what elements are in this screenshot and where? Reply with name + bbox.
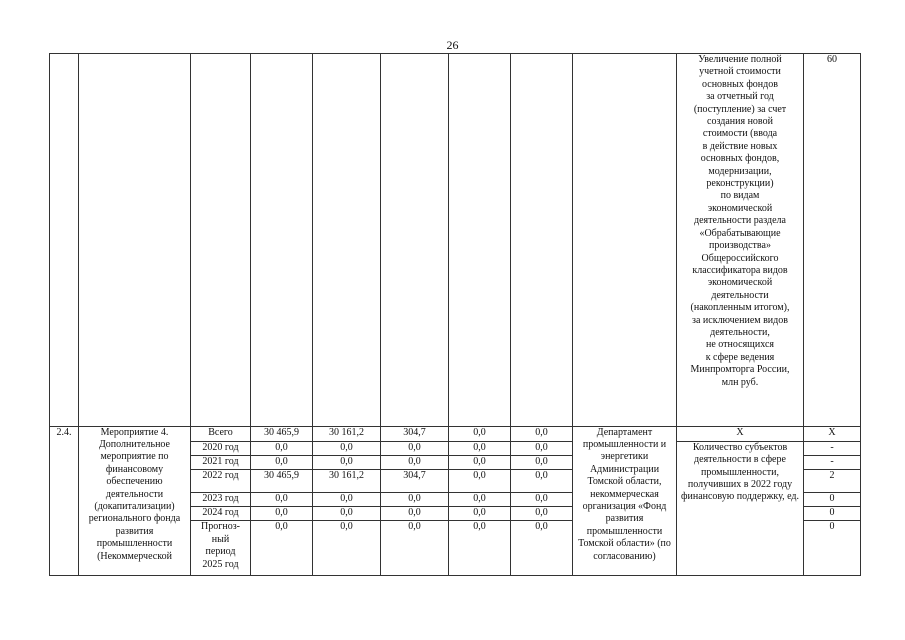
amount-total: 30 465,9 bbox=[251, 469, 313, 492]
indicator-row-value: 2 bbox=[804, 469, 861, 492]
table-row-indicator bbox=[50, 54, 861, 427]
measure-number: 2.4. bbox=[50, 426, 79, 575]
amount-total: 0,0 bbox=[251, 493, 313, 507]
amount-c2: 0,0 bbox=[381, 507, 449, 521]
amount-c3: 0,0 bbox=[449, 441, 511, 455]
program-table bbox=[49, 53, 861, 576]
indicator-description-text: Увеличение полной учетной стоимости основных фондов за отчетный год (поступление) за счет создания новой стоимости (ввода в действие новых основных фондов, модернизации, реконструкции) по видам экономической деятельности раздела «Обрабатывающие производства» Общероссийского классификатора видов экономической деятельности (накопленным итогом), за исключением видов деятельности, не относящихся к сфере ведения Минпромторга России, млн руб. bbox=[690, 54, 790, 388]
amount-c3: 0,0 bbox=[449, 426, 511, 441]
amount-total: 30 465,9 bbox=[251, 426, 313, 441]
amount-c3: 0,0 bbox=[449, 455, 511, 469]
amount-c1: 0,0 bbox=[313, 507, 381, 521]
period-label: 2022 год bbox=[191, 469, 251, 492]
amount-c1: 30 161,2 bbox=[313, 469, 381, 492]
amount-c4: 0,0 bbox=[511, 521, 573, 576]
amount-c4: 0,0 bbox=[511, 441, 573, 455]
table-row bbox=[50, 426, 861, 441]
amount-total: 0,0 bbox=[251, 521, 313, 576]
period-label: Всего bbox=[191, 426, 251, 441]
period-label: 2024 год bbox=[191, 507, 251, 521]
amount-c1: 0,0 bbox=[313, 441, 381, 455]
amount-c4: 0,0 bbox=[511, 469, 573, 492]
cell-empty bbox=[511, 54, 573, 427]
period-label: 2023 год bbox=[191, 493, 251, 507]
amount-c2: 0,0 bbox=[381, 455, 449, 469]
indicator-value: 60 bbox=[804, 54, 861, 427]
measure-name: Мероприятие 4. Дополнительное мероприятие по финансовому обеспечению деятельности (докапитализации) регионального фонда развития промышленности (Некоммерческой bbox=[79, 426, 191, 575]
amount-c4: 0,0 bbox=[511, 426, 573, 441]
amount-c4: 0,0 bbox=[511, 455, 573, 469]
amount-c3: 0,0 bbox=[449, 469, 511, 492]
amount-c1: 0,0 bbox=[313, 493, 381, 507]
indicator-row-value: 0 bbox=[804, 493, 861, 507]
indicator-name: Количество субъектов деятельности в сфере промышленности, получивших в 2022 году финансовую поддержку, ед. bbox=[677, 441, 804, 575]
amount-c4: 0,0 bbox=[511, 493, 573, 507]
amount-c3: 0,0 bbox=[449, 507, 511, 521]
amount-c1: 30 161,2 bbox=[313, 426, 381, 441]
cell-empty bbox=[79, 54, 191, 427]
indicator-description bbox=[677, 54, 804, 427]
cell-empty bbox=[381, 54, 449, 427]
amount-c3: 0,0 bbox=[449, 493, 511, 507]
indicator-row-value: 0 bbox=[804, 507, 861, 521]
period-label: Прогноз- ный период 2025 год bbox=[191, 521, 251, 576]
indicator-row-value: - bbox=[804, 441, 861, 455]
executor: Департамент промышленности и энергетики Администрации Томской области, некоммерческая организация «Фонд развития промышленности Томской области» (по согласованию) bbox=[573, 426, 677, 575]
amount-total: 0,0 bbox=[251, 455, 313, 469]
period-label: 2020 год bbox=[191, 441, 251, 455]
period-label: 2021 год bbox=[191, 455, 251, 469]
amount-c1: 0,0 bbox=[313, 521, 381, 576]
indicator-row-value: - bbox=[804, 455, 861, 469]
amount-total: 0,0 bbox=[251, 441, 313, 455]
amount-total: 0,0 bbox=[251, 507, 313, 521]
amount-c1: 0,0 bbox=[313, 455, 381, 469]
indicator-row-value: 0 bbox=[804, 521, 861, 576]
cell-empty bbox=[449, 54, 511, 427]
cell-empty bbox=[251, 54, 313, 427]
amount-c3: 0,0 bbox=[449, 521, 511, 576]
page-number: 26 bbox=[446, 38, 459, 52]
indicator-row-value: X bbox=[804, 426, 861, 441]
cell-empty bbox=[50, 54, 79, 427]
amount-c2: 304,7 bbox=[381, 469, 449, 492]
amount-c2: 304,7 bbox=[381, 426, 449, 441]
amount-c4: 0,0 bbox=[511, 507, 573, 521]
amount-c2: 0,0 bbox=[381, 441, 449, 455]
cell-empty bbox=[313, 54, 381, 427]
amount-c2: 0,0 bbox=[381, 493, 449, 507]
amount-c2: 0,0 bbox=[381, 521, 449, 576]
cell-empty bbox=[573, 54, 677, 427]
indicator-header: X bbox=[677, 426, 804, 441]
cell-empty bbox=[191, 54, 251, 427]
